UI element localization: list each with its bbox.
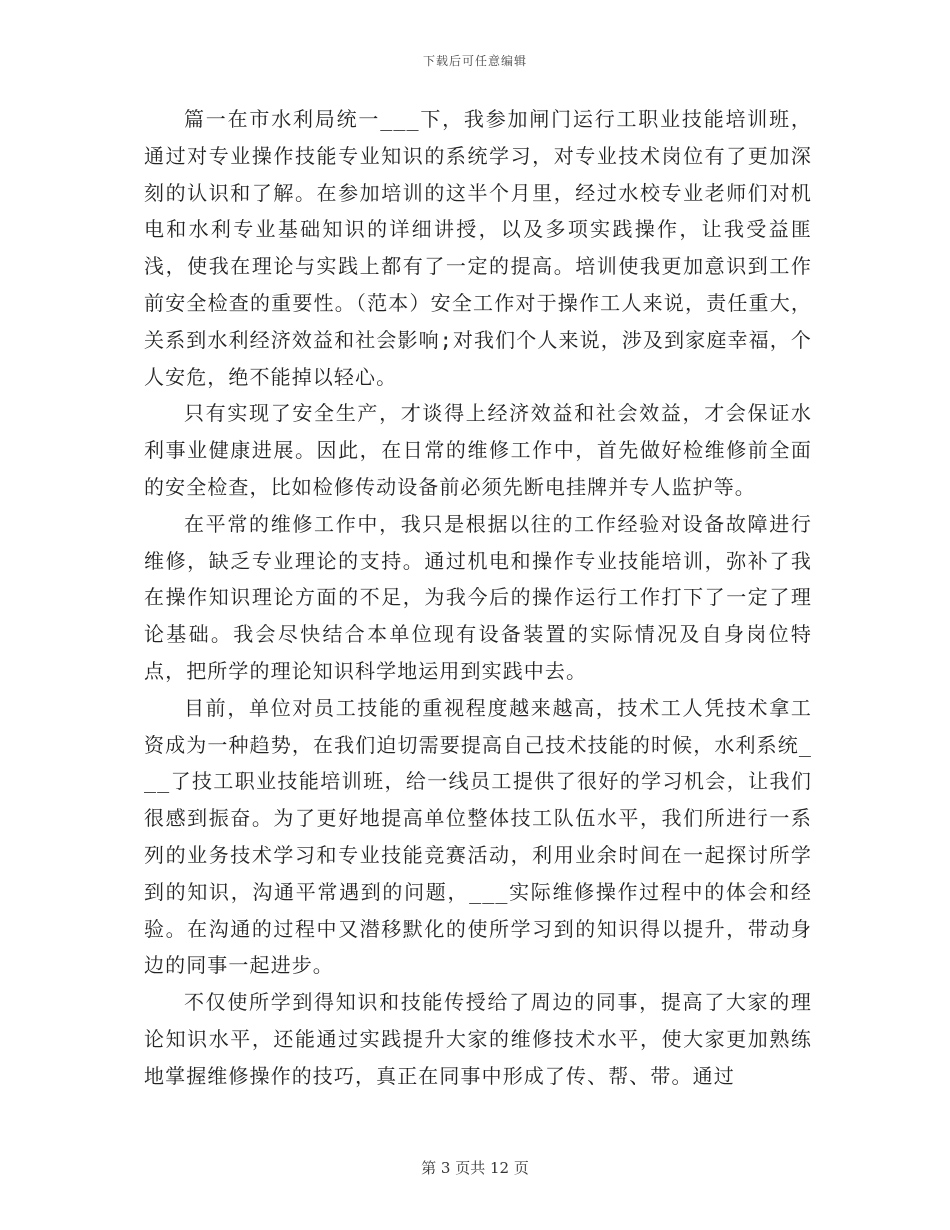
page-number: 第 3 页共 12 页 [421,1159,529,1177]
page-header: 下载后可任意编辑 [422,54,527,68]
paragraph-2: 只有实现了安全生产，才谈得上经济效益和社会效益，才会保证水利事业健康进展。因此，在日常的维修工作中，首先做好检维修前全面的安全检查，比如检修传动设备前必须先断电挂牌并专人监护等。 [144,401,812,499]
paragraph-1: 篇一在市水利局统一___下，我参加闸门运行工职业技能培训班，通过对专业操作技能专业知识的系统学习，对专业技术岗位有了更加深刻的认识和了解。在参加培训的这半个月里，经过水校专业老师们对机电和水利专业基础知识的详细讲授，以及多项实践操作，让我受益匪浅，使我在理论与实践上都有了一定的提高。培训使我更加意识到工作前安全检查的重要性。（范本）安全工作对于操作工人来说，责任重大，关系到水利经济效益和社会影响;对我们个人来说，涉及到家庭幸福，个人安危，绝不能掉以轻心。 [144,107,812,389]
document-body [144,101,812,1095]
paragraph-3: 在平常的维修工作中，我只是根据以往的工作经验对设备故障进行维修，缺乏专业理论的支持。通过机电和操作专业技能培训，弥补了我在操作知识理论方面的不足，为我今后的操作运行工作打下了一定了理论基础。我会尽快结合本单位现有设备装置的实际情况及自身岗位特点，把所学的理论知识科学地运用到实践中去。 [144,511,812,683]
paragraph-4: 目前，单位对员工技能的重视程度越来越高，技术工人凭技术拿工资成为一种趋势，在我们迫切需要提高自己技术技能的时候，水利系统___了技工职业技能培训班，给一线员工提供了很好的学习机会，让我们很感到振奋。为了更好地提高单位整体技工队伍水平，我们所进行一系列的业务技术学习和专业技能竞赛活动，利用业余时间在一起探讨所学到的知识，沟通平常遇到的问题，___实际维修操作过程中的体会和经验。在沟通的过程中又潜移默化的使所学习到的知识得以提升，带动身边的同事一起进步。 [144,695,812,978]
paragraph-5: 不仅使所学到得知识和技能传授给了周边的同事，提高了大家的理论知识水平，还能通过实践提升大家的维修技术水平，使大家更加熟练地掌握维修操作的技巧，真正在同事中形成了传、帮、带。通过 [144,990,812,1088]
